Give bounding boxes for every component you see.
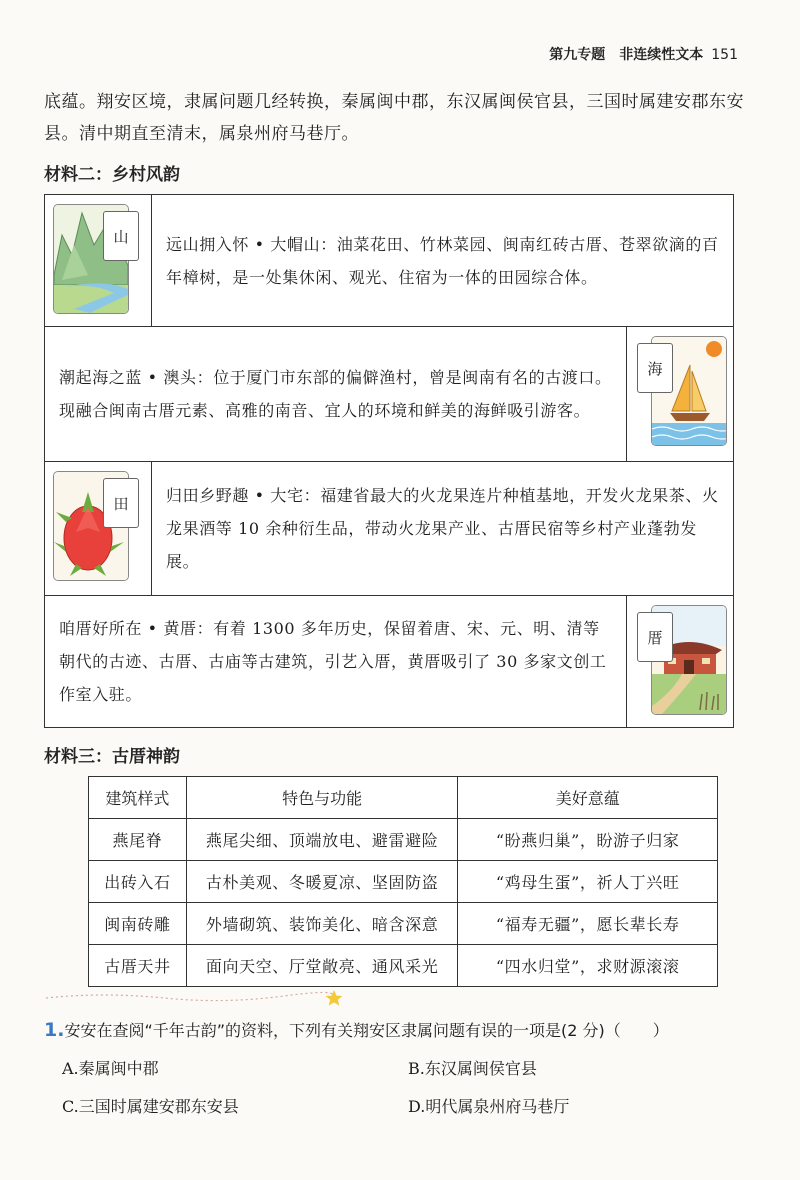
dotted-divider — [44, 988, 344, 1012]
question-1 — [44, 1018, 764, 1041]
table-cell: 燕尾尖细、顶端放电、避雷避险 — [186, 819, 458, 861]
tag-label: 山 — [103, 211, 139, 261]
row-image — [626, 596, 733, 727]
row-text: 远山拥入怀 • 大帽山：油菜花田、竹林菜园、闽南红砖古厝、苍翠欲滴的百年樟树，是一处集休闲、观光、住宿为一体的田园综合体。 — [166, 234, 719, 287]
table-cell: 面向天空、厅堂敞亮、通风采光 — [186, 945, 458, 987]
material-row — [45, 596, 733, 727]
tag-label: 田 — [103, 478, 139, 528]
material2-heading: 材料二：乡村风韵 — [44, 165, 180, 185]
table-cell: 出砖入石 — [89, 861, 187, 903]
column-header: 特色与功能 — [186, 777, 458, 819]
table-cell: “盼燕归巢”，盼游子归家 — [458, 819, 718, 861]
table-cell: 闽南砖雕 — [89, 903, 187, 945]
table-header-row — [89, 777, 718, 819]
option-a[interactable]: A.秦属闽中郡 — [62, 1059, 159, 1078]
page-number: 151 — [711, 47, 738, 63]
intro-paragraph: 底蕴。翔安区境，隶属问题几经转换，秦属闽中郡，东汉属闽侯官县，三国时属建安郡东安县。清中期直至清末，属泉州府马巷厅。 — [44, 92, 744, 144]
tag-label: 厝 — [637, 612, 673, 662]
topic-label: 非连续性文本 — [619, 47, 704, 63]
star-icon — [326, 990, 343, 1006]
tag-label: 海 — [637, 343, 673, 393]
option-b[interactable]: B.东汉属闽侯官县 — [408, 1059, 537, 1078]
table-row — [89, 903, 718, 945]
table-cell: “鸡母生蛋”，祈人丁兴旺 — [458, 861, 718, 903]
material2-table — [44, 194, 734, 728]
option-d[interactable]: D.明代属泉州府马巷厅 — [408, 1097, 570, 1116]
table-row — [89, 861, 718, 903]
row-text: 归田乡野趣 • 大宅：福建省最大的火龙果连片种植基地，开发火龙果茶、火龙果酒等 10 余种衍生品，带动火龙果产业、古厝民宿等乡村产业蓬勃发展。 — [166, 486, 719, 571]
page-header — [549, 44, 738, 64]
table-cell: 古朴美观、冬暖夏凉、坚固防盗 — [186, 861, 458, 903]
chapter-label: 第九专题 — [549, 47, 606, 63]
row-image — [45, 462, 152, 595]
table-cell: 古厝天井 — [89, 945, 187, 987]
row-image — [626, 327, 733, 461]
question-text: 安安在查阅“千年古韵”的资料，下列有关翔安区隶属问题有误的一项是(2 分)（ ） — [64, 1021, 669, 1040]
table-cell: 燕尾脊 — [89, 819, 187, 861]
material-row — [45, 462, 733, 596]
column-header: 美好意蕴 — [458, 777, 718, 819]
row-image — [45, 195, 152, 326]
option-c[interactable]: C.三国时属建安郡东安县 — [62, 1097, 239, 1116]
table-cell: “福寿无疆”，愿长辈长寿 — [458, 903, 718, 945]
material-row — [45, 195, 733, 327]
column-header: 建筑样式 — [89, 777, 187, 819]
question-number: 1. — [44, 1019, 65, 1041]
row-text: 咱厝好所在 • 黄厝：有着 1300 多年历史，保留着唐、宋、元、明、清等朝代的古迹、古厝、古庙等古建筑，引艺入厝，黄厝吸引了 30 多家文创工作室入驻。 — [59, 619, 607, 704]
table-row — [89, 819, 718, 861]
table-cell: 外墙砌筑、装饰美化、暗含深意 — [186, 903, 458, 945]
material-row — [45, 327, 733, 462]
row-text: 潮起海之蓝 • 澳头：位于厦门市东部的偏僻渔村，曾是闽南有名的古渡口。现融合闽南古厝元素、高雅的南音、宜人的环境和鲜美的海鲜吸引游客。 — [59, 368, 612, 420]
ancient-house-table — [88, 776, 718, 987]
table-row — [89, 945, 718, 987]
material3-heading: 材料三：古厝神韵 — [44, 747, 180, 767]
table-cell: “四水归堂”，求财源滚滚 — [458, 945, 718, 987]
